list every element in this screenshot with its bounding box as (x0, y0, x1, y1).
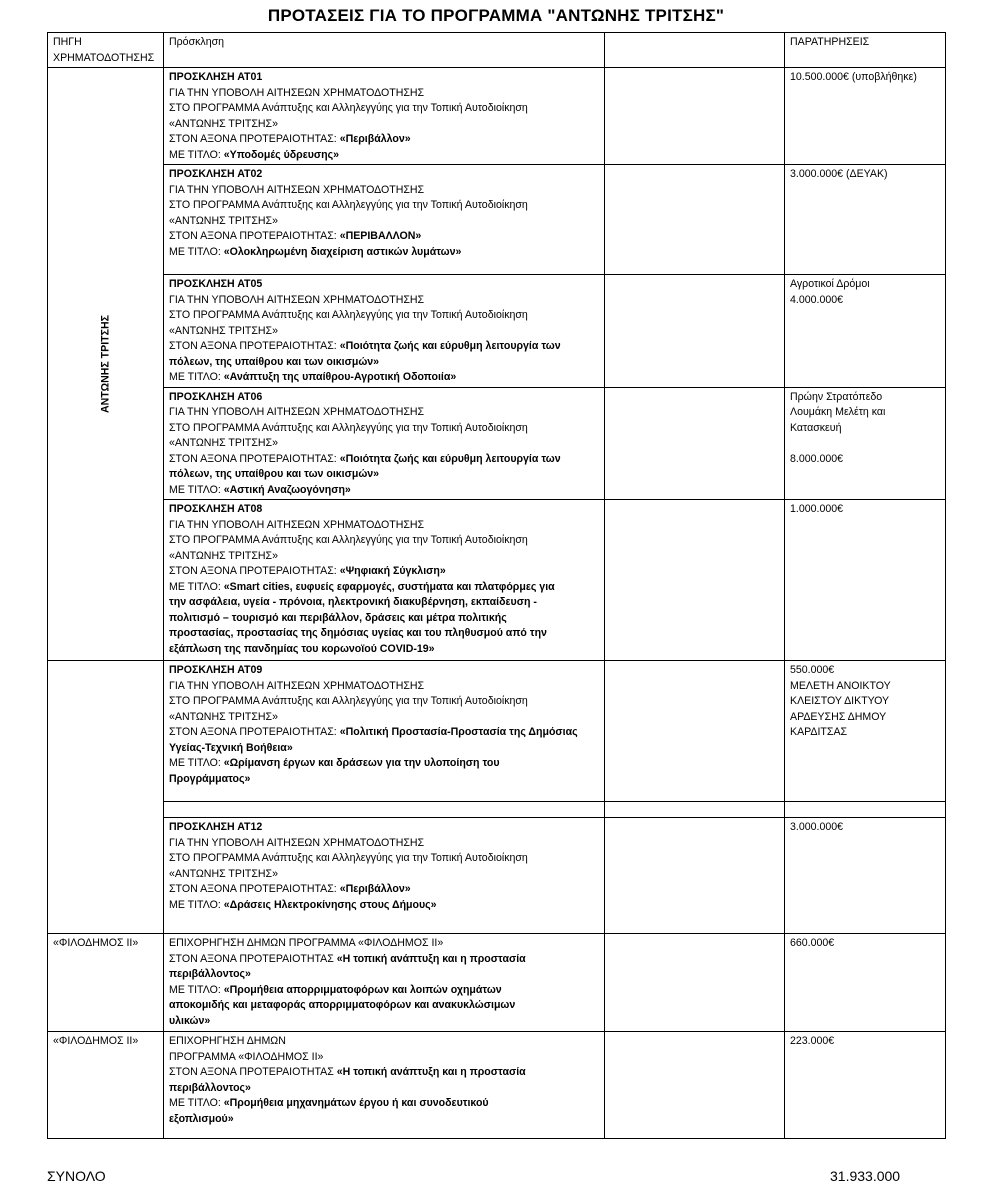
call-code: ΠΡΟΣΚΛΗΣΗ ΑΤ12 (169, 821, 263, 833)
note-cell (785, 661, 946, 802)
axis-value: «Πολιτική Προστασία-Προστασία της Δημόσιας (339, 726, 578, 738)
title-value: «Smart cities, ευφυείς εφαρμογές, συστήματα και πλατφόρμες για (223, 580, 555, 593)
axis-value: «Ψηφιακή Σύγκλιση» (339, 565, 446, 577)
axis-prefix: ΣΤΟΝ ΑΞΟΝΑ ΠΡΟΤΕΡΑΙΟΤΗΤΑΣ: (169, 452, 340, 465)
empty-cell (785, 802, 946, 818)
call-line: ΠΡΟΓΡΑΜΜΑ «ΦΙΛΟΔΗΜΟΣ ΙΙ» (169, 1050, 324, 1063)
call-line: «ΑΝΤΩΝΗΣ ΤΡΙΤΣΗΣ» (169, 117, 278, 130)
table-row (48, 275, 946, 388)
call-cell (164, 818, 605, 934)
call-line: «ΑΝΤΩΝΗΣ ΤΡΙΤΣΗΣ» (169, 324, 278, 337)
call-code: ΠΡΟΣΚΛΗΣΗ ΑΤ02 (169, 168, 263, 180)
proposals-table-part2 (47, 660, 946, 1139)
note-line: Πρώην Στρατόπεδο (790, 390, 883, 403)
empty-cell (605, 1032, 785, 1139)
call-line: ΓΙΑ ΤΗΝ ΥΠΟΒΟΛΗ ΑΙΤΗΣΕΩΝ ΧΡΗΜΑΤΟΔΟΤΗΣΗΣ (169, 406, 425, 418)
table-row (48, 1032, 946, 1139)
note-cell (785, 387, 946, 500)
title-value-cont: εξάπλωση της πανδημίας του κορωνοϊού COVID-19» (169, 642, 435, 655)
note-line: ΚΑΡΔΙΤΣΑΣ (790, 726, 848, 738)
table-row (48, 500, 946, 661)
page-title: ΠΡΟΤΑΣΕΙΣ ΓΙΑ ΤΟ ΠΡΟΓΡΑΜΜΑ "ΑΝΤΩΝΗΣ ΤΡΙΤΣΗΣ" (267, 6, 725, 25)
source-label: ΑΝΤΩΝΗΣ ΤΡΙΤΣΗΣ (98, 315, 111, 413)
call-line: ΣΤΟ ΠΡΟΓΡΑΜΜΑ Ανάπτυξης και Αλληλεγγύης για την Τοπική Αυτοδιοίκηση (169, 309, 528, 321)
axis-value-cont: πόλεων, της υπαίθρου και των οικισμών» (169, 355, 380, 368)
axis-prefix: ΣΤΟΝ ΑΞΟΝΑ ΠΡΟΤΕΡΑΙΟΤΗΤΑΣ: (169, 133, 340, 145)
axis-prefix: ΣΤΟΝ ΑΞΟΝΑ ΠΡΟΤΕΡΑΙΟΤΗΤΑΣ: (169, 565, 340, 577)
source-cell-empty (48, 661, 164, 934)
title-prefix: ΜΕ ΤΙΤΛΟ: (169, 371, 224, 383)
empty-cell (605, 68, 785, 165)
table-row (48, 934, 946, 1032)
title-value: «Υποδομές ύδρευσης» (223, 148, 340, 161)
call-cell (164, 165, 605, 275)
table-header-row (48, 33, 946, 68)
axis-value: «Η τοπική ανάπτυξη και η προστασία (336, 1066, 526, 1078)
title-prefix: ΜΕ ΤΙΤΛΟ: (169, 483, 224, 496)
header-notes: ΠΑΡΑΤΗΡΗΣΕΙΣ (785, 33, 946, 68)
call-line: ΓΙΑ ΤΗΝ ΥΠΟΒΟΛΗ ΑΙΤΗΣΕΩΝ ΧΡΗΜΑΤΟΔΟΤΗΣΗΣ (169, 86, 425, 99)
axis-prefix: ΣΤΟΝ ΑΞΟΝΑ ΠΡΟΤΕΡΑΙΟΤΗΤΑΣ: (169, 340, 340, 352)
empty-cell (605, 802, 785, 818)
axis-value: «Ποιότητα ζωής και εύρυθμη λειτουργία των (339, 452, 561, 465)
empty-cell (605, 500, 785, 661)
empty-cell (605, 387, 785, 500)
title-value: «Ωρίμανση έργων και δράσεων για την υλοποίηση του (223, 757, 500, 769)
note-line: Λουμάκη Μελέτη και (790, 406, 886, 418)
axis-value-cont: περιβάλλοντος» (169, 1081, 251, 1094)
axis-value: «Περιβάλλον» (339, 883, 411, 895)
title-prefix: ΜΕ ΤΙΤΛΟ: (169, 148, 224, 161)
source-cell-tritsis (48, 68, 164, 661)
axis-value-cont: πόλεων, της υπαίθρου και των οικισμών» (169, 468, 380, 480)
title-value: «Ανάπτυξη της υπαίθρου-Αγροτική Οδοποιία» (223, 371, 457, 383)
note-cell: 223.000€ (785, 1032, 946, 1139)
title-value: «Προμήθεια μηχανημάτων έργου ή και συνοδευτικού (223, 1097, 489, 1109)
call-line: ΓΙΑ ΤΗΝ ΥΠΟΒΟΛΗ ΑΙΤΗΣΕΩΝ ΧΡΗΜΑΤΟΔΟΤΗΣΗΣ (169, 518, 425, 531)
axis-value: «Ποιότητα ζωής και εύρυθμη λειτουργία των (339, 340, 561, 352)
empty-cell (605, 934, 785, 1032)
table-row (48, 165, 946, 275)
header-source (48, 33, 164, 68)
header-source-line: ΧΡΗΜΑΤΟΔΟΤΗΣΗΣ (53, 51, 155, 64)
title-value-cont: Προγράμματος» (169, 772, 251, 785)
total-label: ΣΥΝΟΛΟ (47, 1168, 106, 1184)
title-value-cont: την ασφάλεια, υγεία - πρόνοια, ηλεκτρονική διακυβέρνηση, εκπαίδευση - (169, 596, 537, 608)
header-empty (605, 33, 785, 68)
call-line: ΣΤΟ ΠΡΟΓΡΑΜΜΑ Ανάπτυξης και Αλληλεγγύης για την Τοπική Αυτοδιοίκηση (169, 102, 528, 114)
call-cell (164, 661, 605, 802)
call-cell (164, 275, 605, 388)
call-line: ΓΙΑ ΤΗΝ ΥΠΟΒΟΛΗ ΑΙΤΗΣΕΩΝ ΧΡΗΜΑΤΟΔΟΤΗΣΗΣ (169, 293, 425, 306)
call-line: «ΑΝΤΩΝΗΣ ΤΡΙΤΣΗΣ» (169, 214, 278, 227)
title-prefix: ΜΕ ΤΙΤΛΟ: (169, 757, 224, 769)
header-call: Πρόσκληση (164, 33, 605, 68)
empty-cell (605, 661, 785, 802)
title-prefix: ΜΕ ΤΙΤΛΟ: (169, 1097, 224, 1109)
title-prefix: ΜΕ ΤΙΤΛΟ: (169, 580, 224, 593)
call-line: ΣΤΟ ΠΡΟΓΡΑΜΜΑ Ανάπτυξης και Αλληλεγγύης για την Τοπική Αυτοδιοίκηση (169, 695, 528, 707)
call-code: ΠΡΟΣΚΛΗΣΗ ΑΤ08 (169, 503, 263, 515)
empty-cell (605, 165, 785, 275)
axis-value: «ΠΕΡΙΒΑΛΛΟΝ» (339, 230, 422, 242)
axis-prefix: ΣΤΟΝ ΑΞΟΝΑ ΠΡΟΤΕΡΑΙΟΤΗΤΑΣ (169, 952, 337, 965)
total-value: 31.933.000 (830, 1168, 901, 1184)
title-value: «Προμήθεια απορριμματοφόρων και λοιπών οχημάτων (223, 983, 502, 996)
table-row (48, 818, 946, 934)
call-cell (164, 68, 605, 165)
note-cell: 1.000.000€ (785, 500, 946, 661)
note-blank-line (790, 436, 940, 452)
title-value-cont: πολιτισμό – τουρισμό και περιβάλλον, δράσεις και μέτρα πολιτικής (169, 611, 507, 624)
note-line: Κατασκευή (790, 421, 842, 434)
call-line: ΕΠΙΧΟΡΗΓΗΣΗ ΔΗΜΩΝ (169, 1035, 286, 1047)
axis-value-cont: περιβάλλοντος» (169, 968, 251, 980)
call-line: ΣΤΟ ΠΡΟΓΡΑΜΜΑ Ανάπτυξης και Αλληλεγγύης για την Τοπική Αυτοδιοίκηση (169, 534, 528, 546)
title-prefix: ΜΕ ΤΙΤΛΟ: (169, 983, 224, 996)
call-code: ΠΡΟΣΚΛΗΣΗ ΑΤ06 (169, 390, 263, 403)
call-code: ΠΡΟΣΚΛΗΣΗ ΑΤ01 (169, 71, 263, 83)
axis-prefix: ΣΤΟΝ ΑΞΟΝΑ ΠΡΟΤΕΡΑΙΟΤΗΤΑΣ: (169, 726, 340, 738)
axis-value: «Η τοπική ανάπτυξη και η προστασία (336, 952, 526, 965)
title-prefix: ΜΕ ΤΙΤΛΟ: (169, 245, 224, 258)
call-cell (164, 1032, 605, 1139)
empty-cell (605, 818, 785, 934)
axis-value: «Περιβάλλον» (339, 133, 411, 145)
note-cell: 3.000.000€ (785, 818, 946, 934)
title-value: «Δράσεις Ηλεκτροκίνησης στους Δήμους» (223, 898, 437, 911)
call-cell (164, 500, 605, 661)
note-cell (785, 275, 946, 388)
call-cell (164, 934, 605, 1032)
title-value: «Ολοκληρωμένη διαχείριση αστικών λυμάτων» (223, 245, 462, 258)
call-cell (164, 387, 605, 500)
note-line: 8.000.000€ (790, 452, 844, 465)
axis-prefix: ΣΤΟΝ ΑΞΟΝΑ ΠΡΟΤΕΡΑΙΟΤΗΤΑΣ (169, 1066, 337, 1078)
note-line: ΚΛΕΙΣΤΟΥ ΔΙΚΤΥΟΥ (790, 695, 890, 707)
call-code: ΠΡΟΣΚΛΗΣΗ ΑΤ09 (169, 664, 263, 676)
call-line: ΓΙΑ ΤΗΝ ΥΠΟΒΟΛΗ ΑΙΤΗΣΕΩΝ ΧΡΗΜΑΤΟΔΟΤΗΣΗΣ (169, 679, 425, 692)
source-cell: «ΦΙΛΟΔΗΜΟΣ ΙΙ» (48, 1032, 164, 1139)
axis-prefix: ΣΤΟΝ ΑΞΟΝΑ ΠΡΟΤΕΡΑΙΟΤΗΤΑΣ: (169, 230, 340, 242)
call-line: ΓΙΑ ΤΗΝ ΥΠΟΒΟΛΗ ΑΙΤΗΣΕΩΝ ΧΡΗΜΑΤΟΔΟΤΗΣΗΣ (169, 183, 425, 196)
note-line: ΜΕΛΕΤΗ ΑΝΟΙΚΤΟΥ (790, 679, 891, 692)
table-row (48, 68, 946, 165)
call-code: ΠΡΟΣΚΛΗΣΗ ΑΤ05 (169, 278, 263, 290)
axis-value-cont: Υγείας-Τεχνική Βοήθεια» (169, 741, 293, 754)
title-value-cont: εξοπλισμού» (169, 1112, 234, 1125)
empty-cell (164, 802, 605, 818)
call-line: ΕΠΙΧΟΡΗΓΗΣΗ ΔΗΜΩΝ ΠΡΟΓΡΑΜΜΑ «ΦΙΛΟΔΗΜΟΣ ΙΙ» (169, 937, 444, 949)
title-value: «Αστική Αναζωογόνηση» (223, 483, 351, 496)
call-line: «ΑΝΤΩΝΗΣ ΤΡΙΤΣΗΣ» (169, 437, 278, 449)
title-value-cont: αποκομιδής και μεταφοράς απορριμματοφόρων και ανακυκλώσιμων (169, 999, 516, 1011)
note-cell: 10.500.000€ (υποβλήθηκε) (785, 68, 946, 165)
call-line: ΣΤΟ ΠΡΟΓΡΑΜΜΑ Ανάπτυξης και Αλληλεγγύης για την Τοπική Αυτοδιοίκηση (169, 421, 528, 434)
header-source-line: ΠΗΓΗ (53, 36, 82, 48)
call-line: ΣΤΟ ΠΡΟΓΡΑΜΜΑ Ανάπτυξης και Αλληλεγγύης για την Τοπική Αυτοδιοίκηση (169, 852, 528, 864)
note-line: Αγροτικοί Δρόμοι (790, 278, 870, 290)
call-line: ΓΙΑ ΤΗΝ ΥΠΟΒΟΛΗ ΑΙΤΗΣΕΩΝ ΧΡΗΜΑΤΟΔΟΤΗΣΗΣ (169, 836, 425, 849)
note-line: ΑΡΔΕΥΣΗΣ ΔΗΜΟΥ (790, 710, 887, 723)
proposals-table-part1 (47, 32, 946, 661)
note-cell: 660.000€ (785, 934, 946, 1032)
note-line: 4.000.000€ (790, 293, 844, 306)
axis-prefix: ΣΤΟΝ ΑΞΟΝΑ ΠΡΟΤΕΡΑΙΟΤΗΤΑΣ: (169, 883, 340, 895)
title-value-cont: προστασίας, προστασίας της δημόσιας υγείας και του πληθυσμού από την (169, 627, 547, 639)
table-row (48, 387, 946, 500)
source-cell: «ΦΙΛΟΔΗΜΟΣ ΙΙ» (48, 934, 164, 1032)
call-line: «ΑΝΤΩΝΗΣ ΤΡΙΤΣΗΣ» (169, 710, 278, 723)
title-value-cont: υλικών» (169, 1014, 211, 1027)
call-line: ΣΤΟ ΠΡΟΓΡΑΜΜΑ Ανάπτυξης και Αλληλεγγύης για την Τοπική Αυτοδιοίκηση (169, 199, 528, 211)
note-line: 550.000€ (790, 664, 835, 676)
call-line: «ΑΝΤΩΝΗΣ ΤΡΙΤΣΗΣ» (169, 549, 278, 562)
note-cell: 3.000.000€ (ΔΕΥΑΚ) (785, 165, 946, 275)
title-prefix: ΜΕ ΤΙΤΛΟ: (169, 898, 224, 911)
table-row (48, 661, 946, 802)
call-line: «ΑΝΤΩΝΗΣ ΤΡΙΤΣΗΣ» (169, 867, 278, 880)
empty-spacer-row (48, 802, 946, 818)
empty-cell (605, 275, 785, 388)
